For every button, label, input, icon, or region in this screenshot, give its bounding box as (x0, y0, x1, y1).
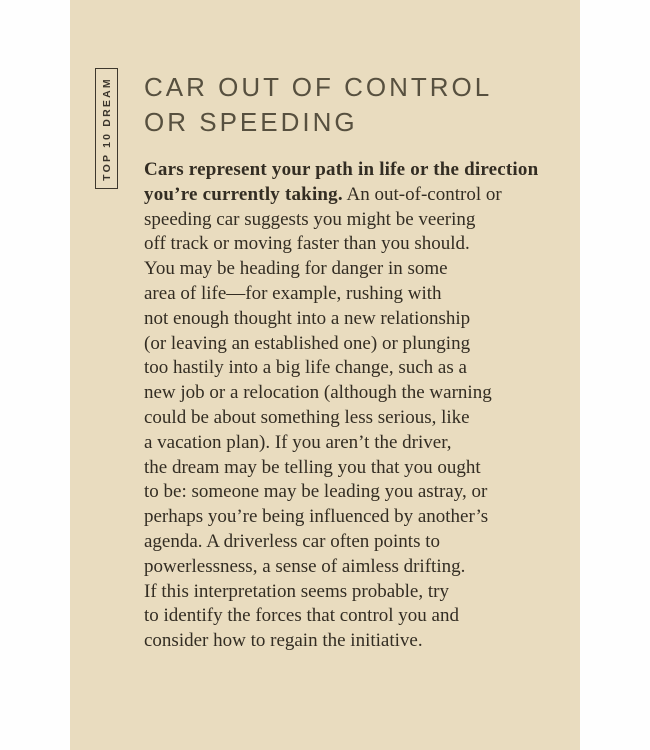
body-line: area of life—for example, rushing with (144, 282, 442, 304)
body-line: to be: someone may be leading you astray, or (144, 481, 488, 503)
body-text (144, 158, 564, 654)
body-line: you’re currently taking. An out-of-control or (144, 183, 502, 205)
body-line: You may be heading for danger in some (144, 258, 448, 280)
body-line: If this interpretation seems probable, try (144, 580, 449, 602)
page-title (144, 70, 492, 140)
body-line: could be about something less serious, like (144, 406, 470, 428)
body-line: agenda. A driverless car often points to (144, 530, 441, 552)
body-line: Cars represent your path in life or the direction (144, 159, 539, 180)
body-line: off track or moving faster than you should. (144, 233, 470, 255)
top-10-dream-badge (95, 68, 118, 189)
body-line: new job or a relocation (although the warning (144, 382, 492, 404)
body-line: powerlessness, a sense of aimless drifting. (144, 555, 466, 577)
top-10-dream-badge-label: TOP 10 DREAM (100, 76, 113, 181)
book-page (70, 0, 580, 750)
body-line: to identify the forces that control you and (144, 605, 459, 627)
page-title-line2: OR SPEEDING (144, 107, 358, 137)
body-line: speeding car suggests you might be veering (144, 208, 476, 230)
page-title-line1: CAR OUT OF CONTROL (144, 72, 493, 102)
body-line: too hastily into a big life change, such as a (144, 357, 467, 379)
body-line: a vacation plan). If you aren’t the driver, (144, 431, 452, 453)
body-line: (or leaving an established one) or plunging (144, 332, 471, 354)
body-line: perhaps you’re being influenced by another’s (144, 506, 489, 528)
body-line: consider how to regain the initiative. (144, 630, 423, 652)
body-line: the dream may be telling you that you ought (144, 456, 481, 478)
body-line: not enough thought into a new relationship (144, 307, 471, 329)
